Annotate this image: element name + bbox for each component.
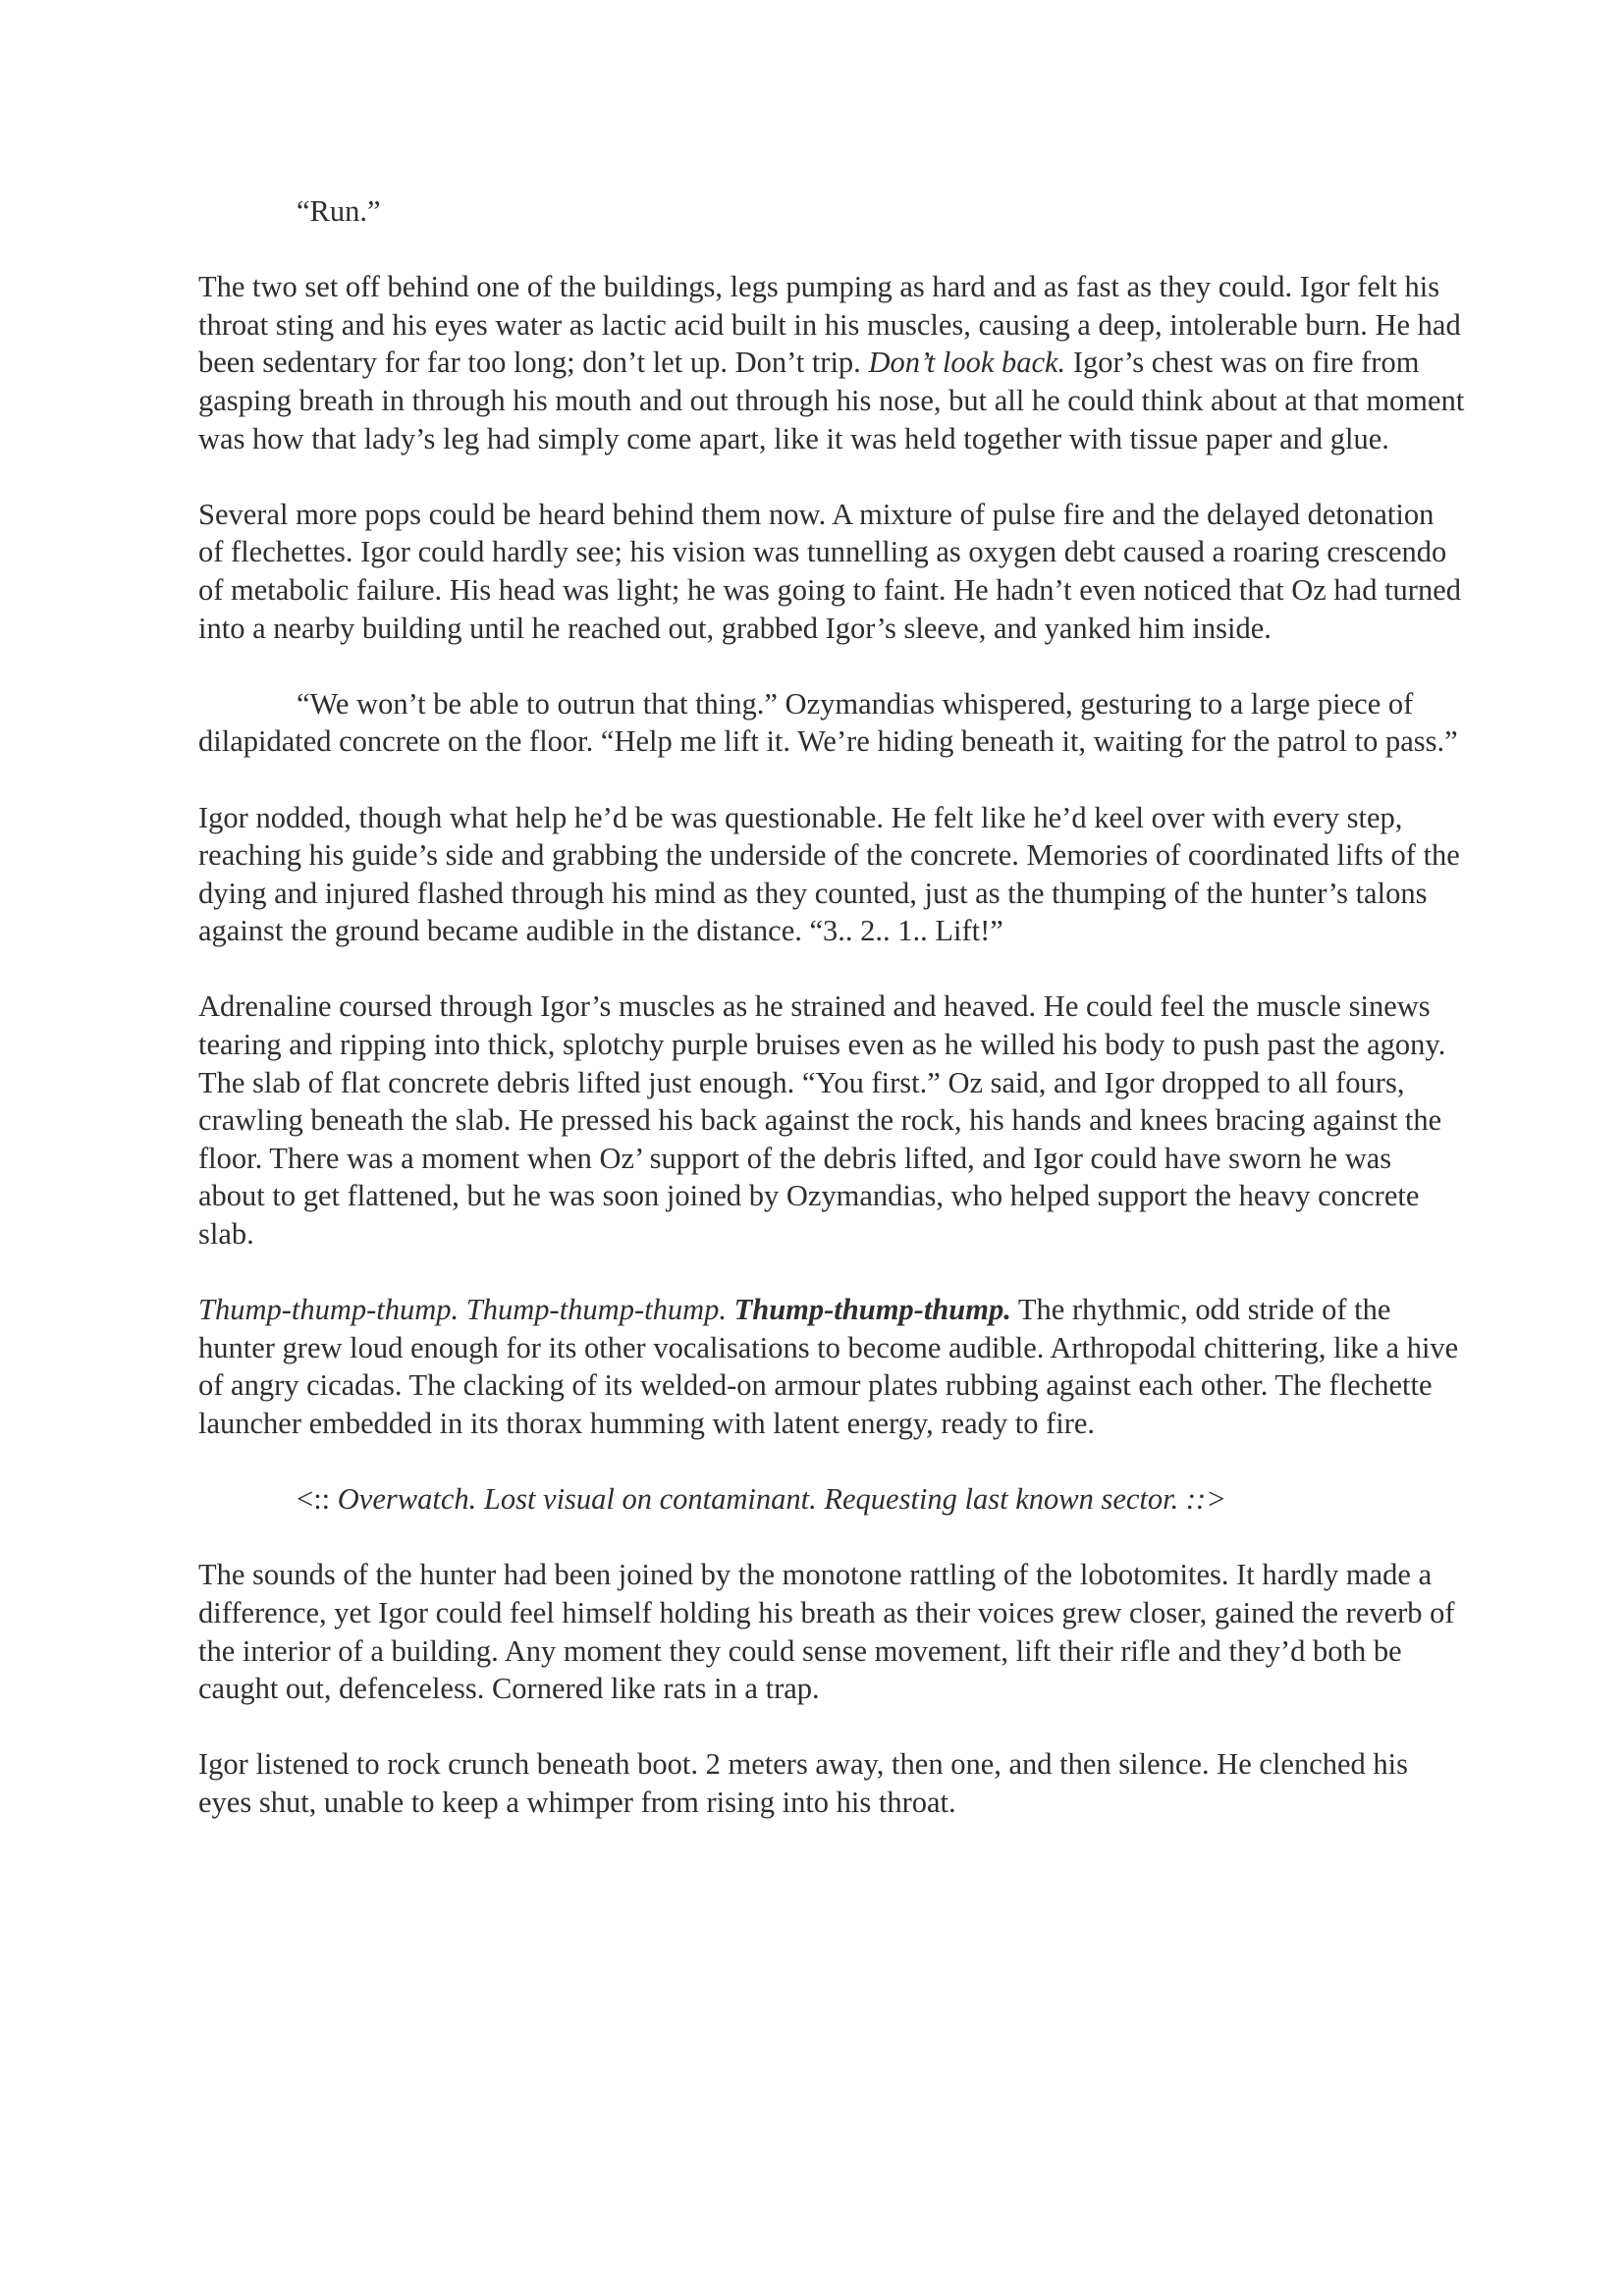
paragraph-overwatch	[198, 1480, 1465, 1519]
italic-text: Overwatch. Lost visual on contaminant. Requesting last known sector. ::>	[337, 1482, 1226, 1517]
paragraph-text: Igor’s chest was on fire from gasping breath in through his mouth and out through his nose, but all he could think about at that moment was how that lady’s leg had simply come apart, like it was held together with tissue paper and glue.	[198, 346, 1465, 455]
paragraph-text: The two set off behind one of the buildings, legs pumping as hard and as fast as they could. Igor felt his throat sting and his eyes water as lactic acid built in his muscles, causing a deep, intolerable burn. He had been sedentary for far too long; don’t let up. Don’t trip.	[198, 270, 1461, 380]
transmission-open: <::	[297, 1482, 331, 1517]
paragraph-adrenaline	[198, 988, 1465, 1253]
paragraph-text: The rhythmic, odd stride of the hunter grew loud enough for its other vocalisations to become audible. Arthropodal chittering, like a hive of angry cicadas. The clacking of its welded-on armour plates rubbing against each other. The flechette launcher embedded in its thorax humming with latent energy, ready to fire.	[198, 1293, 1459, 1440]
paragraph-silence	[198, 1745, 1465, 1821]
paragraph-pops	[198, 496, 1465, 647]
paragraph-text: Several more pops could be heard behind them now. A mixture of pulse fire and the delayed detonation of flechettes. Igor could hardly see; his vision was tunnelling as oxygen debt caused a roaring crescendo of metabolic failure. His head was light; he was going to faint. He hadn’t even noticed that Oz had turned into a nearby building until he reached out, grabbed Igor’s sleeve, and yanked him inside.	[198, 497, 1461, 645]
paragraph-lift	[198, 799, 1465, 950]
paragraph-thump	[198, 1291, 1465, 1442]
bold-italic-text	[734, 1293, 1011, 1326]
paragraph-text: “We won’t be able to outrun that thing.” Ozymandias whispered, gesturing to a large piece of dilapidated concrete on the floor. “Help me lift it. We’re hiding beneath it, waiting for the patrol to pass.”	[198, 686, 1458, 759]
paragraph-lobotomites	[198, 1556, 1465, 1707]
italic-text: Don’t look back.	[868, 346, 1066, 380]
paragraph-escape	[198, 268, 1465, 457]
paragraph-outrun	[198, 685, 1465, 761]
italic-text: Thump-thump-thump. Thump-thump-thump.	[198, 1293, 727, 1327]
bold-italic-span: Thump-thump-thump.	[733, 1293, 1011, 1327]
paragraph-text: “Run.”	[297, 194, 381, 228]
paragraph-text: Igor nodded, though what help he’d be was questionable. He felt like he’d keel over with every step, reaching his guide’s side and grabbing the underside of the concrete. Memories of coordinated lifts of the dying and injured flashed through his mind as they counted, just as the thumping of the hunter’s talons against the ground became audible in the distance. “3.. 2.. 1.. Lift!”	[198, 800, 1460, 948]
paragraph-text: Igor listened to rock crunch beneath boot. 2 meters away, then one, and then silence. He clenched his eyes shut, unable to keep a whimper from rising into his throat.	[198, 1747, 1408, 1819]
document-page	[198, 192, 1465, 1859]
paragraph-text: The sounds of the hunter had been joined by the monotone rattling of the lobotomites. It hardly made a difference, yet Igor could feel himself holding his breath as their voices grew closer, gained the reverb of the interior of a building. Any moment they could sense movement, lift their rifle and they’d both be caught out, defenceless. Cornered like rats in a trap.	[198, 1558, 1455, 1706]
paragraph-run	[198, 192, 1465, 231]
paragraph-text: Adrenaline coursed through Igor’s muscles as he strained and heaved. He could feel the muscle sinews tearing and ripping into thick, splotchy purple bruises even as he willed his body to push past the agony. The slab of flat concrete debris lifted just enough. “You first.” Oz said, and Igor dropped to all fours, crawling beneath the slab. He pressed his back against the rock, his hands and knees bracing against the floor. There was a moment when Oz’ support of the debris lifted, and Igor could have sworn he was about to get flattened, but he was soon joined by Ozymandias, who helped support the heavy concrete slab.	[198, 989, 1446, 1252]
